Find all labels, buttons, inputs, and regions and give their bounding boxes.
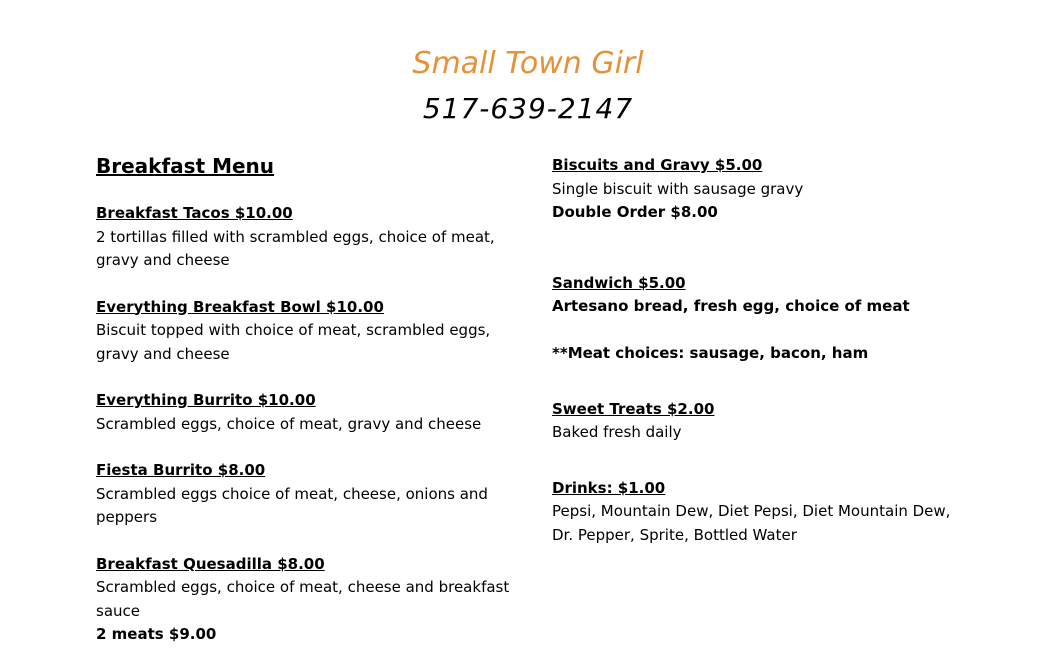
menu-item-title: Sandwich $5.00 — [552, 273, 686, 292]
business-name: Small Town Girl — [412, 46, 644, 81]
menu-item-title: Everything Breakfast Bowl $10.00 — [96, 297, 384, 316]
menu-item-drinks — [552, 477, 952, 548]
menu-item-description: Biscuit topped with choice of meat, scrambled eggs, gravy and cheese — [96, 321, 491, 363]
menu-heading: Breakfast Menu — [96, 154, 275, 178]
menu-item-sandwich — [552, 272, 952, 366]
menu-item-description: Scrambled eggs choice of meat, cheese, onions and peppers — [96, 484, 488, 526]
meat-choices-note: **Meat choices: sausage, bacon, ham — [552, 344, 869, 362]
menu-item-description: Scrambled eggs, choice of meat, cheese and breakfast sauce — [96, 578, 510, 620]
menu-item-title: Breakfast Tacos $10.00 — [96, 204, 293, 222]
phone-number: 517-639-2147 — [422, 92, 634, 125]
menu-item-description: Artesano bread, fresh egg, choice of meat — [552, 297, 910, 315]
menu-item-title: Sweet Treats $2.00 — [552, 399, 715, 418]
menu-item-extra: Double Order $8.00 — [552, 203, 718, 221]
menu-item-breakfast-tacos — [96, 202, 516, 273]
right-menu-column — [552, 152, 952, 570]
menu-item-description: Baked fresh daily — [552, 423, 682, 441]
menu-item-title: Everything Burrito $10.00 — [96, 391, 316, 409]
menu-item-title: Breakfast Quesadilla $8.00 — [96, 554, 325, 573]
menu-item-title: Biscuits and Gravy $5.00 — [552, 156, 763, 174]
menu-item-description: Scrambled eggs, choice of meat, gravy and cheese — [96, 414, 482, 433]
spacer — [552, 319, 952, 343]
menu-item-biscuits-gravy — [552, 154, 952, 225]
menu-item-extra: 2 meats $9.00 — [96, 625, 217, 643]
menu-item-everything-bowl — [96, 296, 516, 367]
menu-item-breakfast-quesadilla — [96, 553, 516, 647]
menu-item-sweet-treats — [552, 398, 952, 445]
menu-item-description: Pepsi, Mountain Dew, Diet Pepsi, Diet Mountain Dew, Dr. Pepper, Sprite, Bottled Water — [552, 502, 951, 544]
menu-item-everything-burrito — [96, 389, 516, 436]
menu-item-title: Fiesta Burrito $8.00 — [96, 461, 266, 479]
left-menu-column — [96, 152, 516, 670]
menu-item-title: Drinks: $1.00 — [552, 478, 666, 497]
menu-item-description: 2 tortillas filled with scrambled eggs, choice of meat, gravy and cheese — [96, 227, 495, 269]
menu-item-description: Single biscuit with sausage gravy — [552, 179, 804, 198]
menu-item-fiesta-burrito — [96, 459, 516, 530]
